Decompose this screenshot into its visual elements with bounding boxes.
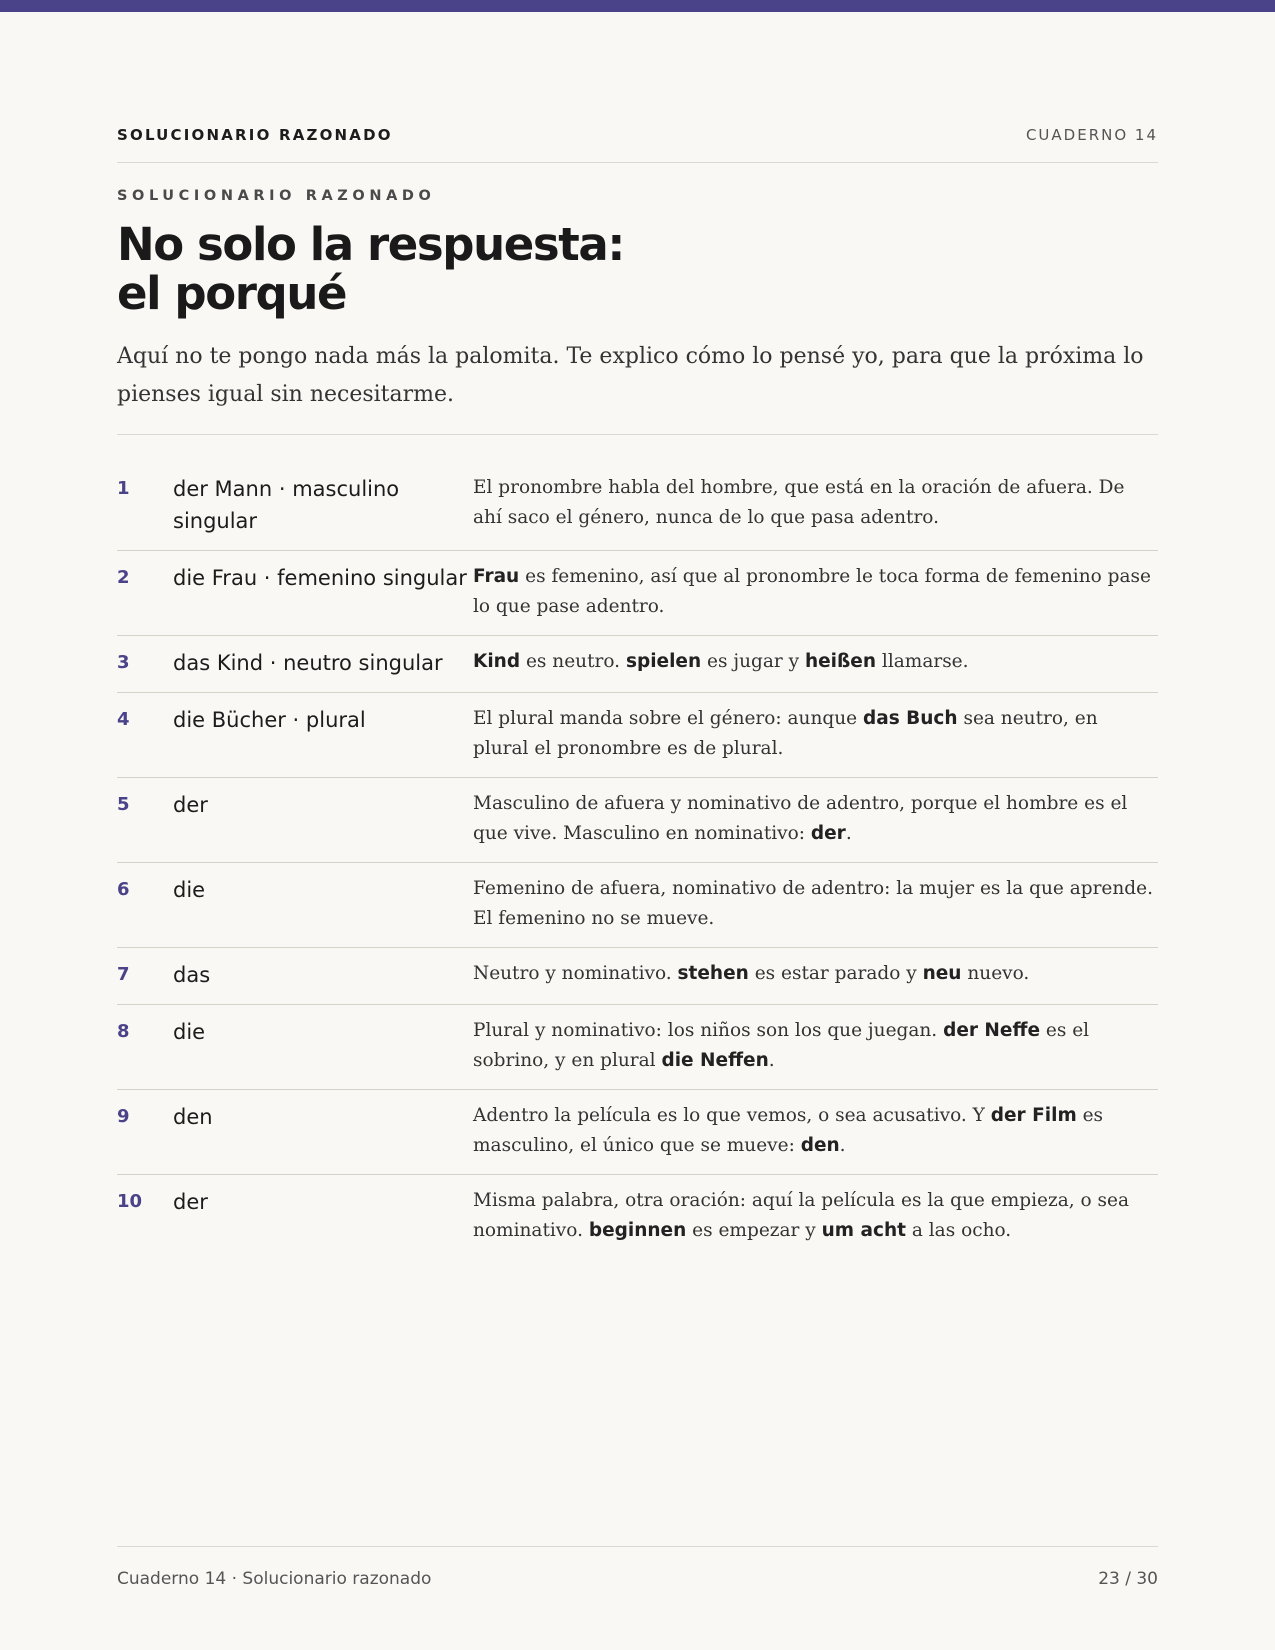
explanation-segment: es el sobrino, y en plural <box>473 1020 1090 1071</box>
answer-row <box>117 1175 1158 1259</box>
explanation-segment: es jugar y <box>701 651 805 672</box>
explanation-term: die Neffen <box>661 1050 769 1071</box>
answer-row <box>117 693 1158 778</box>
answer-row <box>117 636 1158 693</box>
explanation-term: neu <box>922 963 962 984</box>
answer-row <box>117 948 1158 1005</box>
answer-number: 2 <box>117 567 130 588</box>
answer-text: der Mann · masculino singular <box>173 477 400 533</box>
explanation-segment: es femenino, así que al pronombre le toca forma de femenino pase lo que pase adentro. <box>473 566 1151 617</box>
section-eyebrow: SOLUCIONARIO RAZONADO <box>117 188 436 204</box>
explanation-term: der Neffe <box>943 1020 1040 1041</box>
explanation-term: beginnen <box>588 1220 687 1241</box>
page <box>117 0 1158 1650</box>
explanation-segment: nuevo. <box>961 963 1030 984</box>
answer-number: 6 <box>117 879 130 900</box>
section-intro: Aquí no te pongo nada más la palomita. Te explico cómo lo pensé yo, para que la próxima lo pienses igual sin necesitarme. <box>117 338 1158 435</box>
explanation-segment: Plural y nominativo: los niños son los que juegan. <box>473 1020 944 1041</box>
explanation-segment: Masculino de afuera y nominativo de adentro, porque el hombre es el que vive. Masculino en nominativo: <box>473 793 1128 844</box>
explanation-term: das Buch <box>862 708 958 729</box>
explanation-segment: . <box>839 1135 846 1156</box>
explanation-term: um acht <box>821 1220 906 1241</box>
explanation-segment: sea neutro, en plural el pronombre es de plural. <box>473 708 1098 759</box>
answer-explanation <box>473 1101 1158 1161</box>
section-title-line-1: No solo la respuesta: <box>117 218 624 271</box>
running-header <box>117 122 1158 163</box>
explanation-segment: Neutro y nominativo. <box>473 963 678 984</box>
explanation-segment: Femenino de afuera, nominativo de adentro: la mujer es la que aprende. El femenino no se mueve. <box>473 878 1153 929</box>
explanation-term: stehen <box>677 963 749 984</box>
explanation-segment: El pronombre habla del hombre, que está en la oración de afuera. De ahí saco el género, nunca de lo que pasa adentro. <box>473 477 1125 528</box>
footer-title: Cuaderno 14 · Solucionario razonado <box>117 1569 432 1589</box>
page-footer <box>117 1546 1158 1591</box>
explanation-segment: Misma palabra, otra oración: aquí la película es la que empieza, o sea nominativo. <box>473 1190 1129 1241</box>
answer-number: 7 <box>117 964 130 985</box>
explanation-segment: Adentro la película es lo que vemos, o sea acusativo. Y <box>473 1105 991 1126</box>
answer-text: der <box>173 793 208 817</box>
answer-explanation <box>473 562 1158 622</box>
explanation-segment: a las ocho. <box>905 1220 1012 1241</box>
answer-row <box>117 863 1158 948</box>
answer-explanation <box>473 789 1158 849</box>
answer-explanation <box>473 473 1158 533</box>
explanation-term: Frau <box>473 566 520 587</box>
answer-number: 1 <box>117 478 130 499</box>
answer-text: die Bücher · plural <box>173 708 366 732</box>
answers-list <box>117 462 1158 1259</box>
section-title <box>117 220 624 318</box>
explanation-segment: es neutro. <box>520 651 626 672</box>
answer-text: das Kind · neutro singular <box>173 651 443 675</box>
explanation-segment: es empezar y <box>686 1220 822 1241</box>
answer-row <box>117 1005 1158 1090</box>
answer-row <box>117 551 1158 636</box>
explanation-term: der <box>810 823 846 844</box>
answer-text: den <box>173 1105 213 1129</box>
running-header-title: SOLUCIONARIO RAZONADO <box>117 126 393 144</box>
explanation-term: heißen <box>804 651 877 672</box>
answer-row <box>117 462 1158 551</box>
explanation-term: Kind <box>473 651 521 672</box>
answer-explanation <box>473 874 1158 934</box>
answer-number: 5 <box>117 794 130 815</box>
explanation-segment: . <box>845 823 852 844</box>
answer-text: der <box>173 1190 208 1214</box>
answer-row <box>117 1090 1158 1175</box>
explanation-segment: . <box>768 1050 775 1071</box>
section-title-line-2: el porqué <box>117 267 347 320</box>
answer-row <box>117 778 1158 863</box>
answer-explanation <box>473 704 1158 764</box>
answer-text: die Frau · femenino singular <box>173 566 467 590</box>
answer-explanation <box>473 647 1158 677</box>
explanation-term: den <box>800 1135 840 1156</box>
answer-explanation <box>473 959 1158 989</box>
answer-text: das <box>173 963 211 987</box>
explanation-term: spielen <box>625 651 702 672</box>
explanation-term: der Film <box>990 1105 1077 1126</box>
answer-number: 10 <box>117 1191 143 1212</box>
explanation-segment: llamarse. <box>876 651 969 672</box>
explanation-segment: es estar parado y <box>748 963 923 984</box>
explanation-segment: es masculino, el único que se mueve: <box>473 1105 1104 1156</box>
answer-number: 8 <box>117 1021 130 1042</box>
page-number: 23 / 30 <box>1098 1569 1158 1589</box>
answer-text: die <box>173 1020 206 1044</box>
answer-explanation <box>473 1016 1158 1076</box>
explanation-segment: El plural manda sobre el género: aunque <box>473 708 863 729</box>
answer-number: 4 <box>117 709 130 730</box>
running-header-notebook: CUADERNO 14 <box>1025 126 1158 144</box>
answer-number: 3 <box>117 652 130 673</box>
answer-explanation <box>473 1186 1158 1246</box>
answer-number: 9 <box>117 1106 130 1127</box>
answer-text: die <box>173 878 206 902</box>
